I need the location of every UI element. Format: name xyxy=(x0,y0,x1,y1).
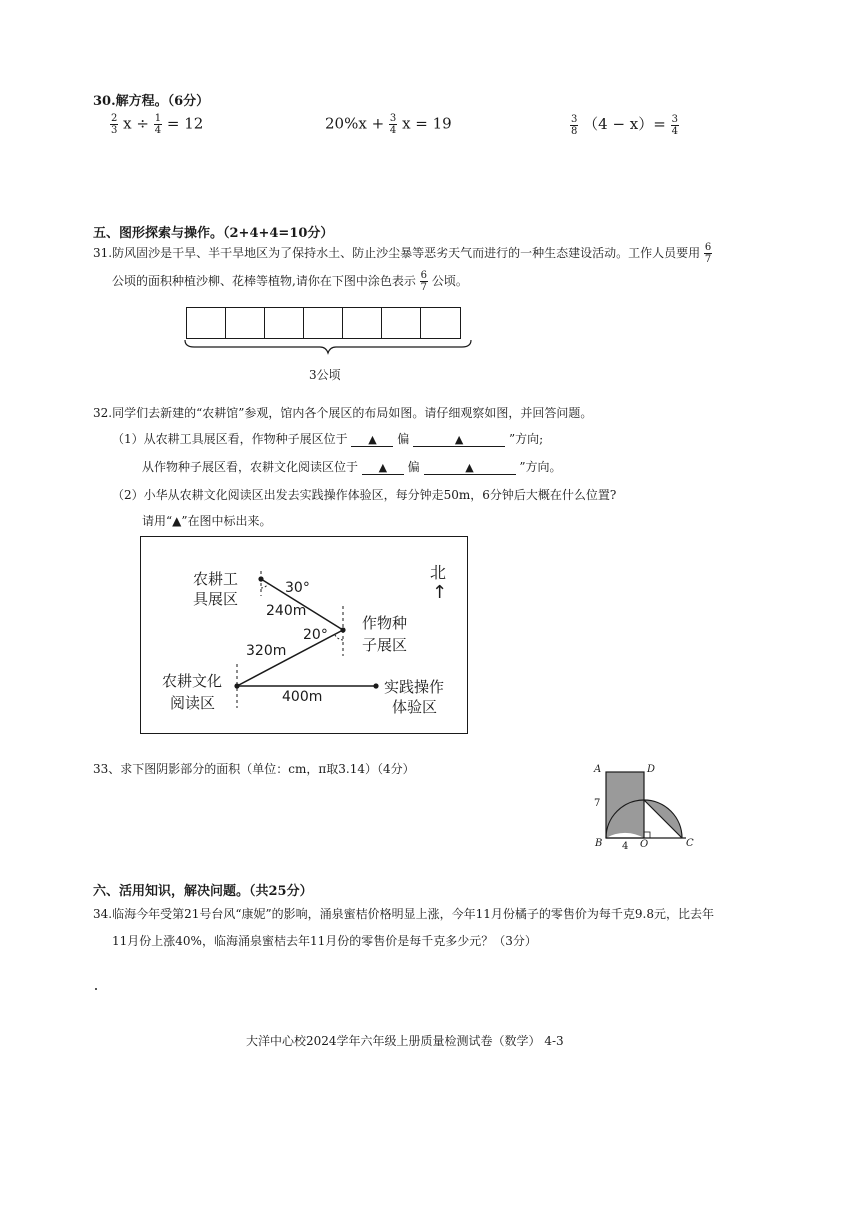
q31-strip-bar xyxy=(186,307,461,339)
map-north-label: 北 xyxy=(430,563,447,582)
fig-base-length: 4 xyxy=(622,841,629,852)
triangle-marker-icon: ▲ xyxy=(454,433,464,446)
eq3-frac-b-den: 4 xyxy=(671,125,678,137)
q31-line2a: 公顷的面积种植沙柳、花棒等植物,请你在下图中涂色表示 xyxy=(112,274,416,288)
map-tool-area-1: 农耕工 xyxy=(193,570,239,588)
eq1-rhs: = 12 xyxy=(166,114,204,133)
map-seed-area-2: 子展区 xyxy=(362,636,408,654)
section5-title: 五、图形探索与操作。（2+4+4=10分） xyxy=(93,226,334,241)
answer-blank-3[interactable] xyxy=(362,460,404,475)
eq1-frac-b-num: 1 xyxy=(154,113,162,124)
map-angle-30: 30° xyxy=(285,580,310,596)
map-distance-240: 240m xyxy=(266,603,307,619)
eq2-rhs: x = 19 xyxy=(402,114,452,133)
eq3-frac-a-num: 3 xyxy=(571,113,578,125)
map-reading-area-2: 阅读区 xyxy=(170,694,216,712)
strip-cell[interactable] xyxy=(187,308,226,338)
fig-side-length: 7 xyxy=(594,798,601,809)
q31-line1 xyxy=(93,242,712,265)
triangle-marker-icon: ▲ xyxy=(368,433,377,446)
q31-frac1-num: 6 xyxy=(704,242,712,253)
q31-frac2-num: 6 xyxy=(420,270,428,281)
fig-label-b: B xyxy=(595,838,603,849)
answer-blank-1[interactable] xyxy=(351,432,393,447)
q31-brace xyxy=(180,338,480,358)
eq2-frac-den: 4 xyxy=(389,125,397,136)
strip-cell[interactable] xyxy=(226,308,265,338)
triangle-marker-icon: ▲ xyxy=(465,461,474,474)
eq2-frac-num: 3 xyxy=(389,113,397,124)
triangle-marker-icon: ▲ xyxy=(378,461,388,474)
strip-cell[interactable] xyxy=(382,308,421,338)
q31-frac1-den: 7 xyxy=(704,254,712,265)
map-seed-area-1: 作物种 xyxy=(362,614,408,632)
q32-p1c: ”方向; xyxy=(508,432,544,446)
page-footer: 大洋中心校2024学年六年级上册质量检测试卷（数学） 4-3 xyxy=(246,1034,564,1048)
q32-p2c: ”方向。 xyxy=(519,460,562,474)
q31-line2 xyxy=(112,270,468,293)
q34-line1: 34.临海今年受第21号台风“康妮”的影响，涌泉蜜桔价格明显上涨，今年11月份橘子的零售价为每千克9.8元，比去年 xyxy=(93,907,714,921)
map-distance-400: 400m xyxy=(282,689,323,705)
fig-label-d: D xyxy=(647,764,656,775)
q31-frac2-den: 7 xyxy=(420,282,428,293)
section6-title: 六、活用知识，解决问题。（共25分） xyxy=(93,884,313,899)
map-distance-320: 320m xyxy=(246,643,287,659)
q32-part1-line1 xyxy=(112,430,543,447)
q32-p2b: 偏 xyxy=(407,460,420,474)
eq3-frac-a-den: 8 xyxy=(571,125,578,137)
q32-part2-instruction: 请用“▲”在图中标出来。 xyxy=(142,514,272,528)
strip-cell[interactable] xyxy=(421,308,460,338)
map-practice-area-1: 实践操作 xyxy=(384,678,445,696)
map-tool-area-2: 具展区 xyxy=(193,590,239,608)
strip-cell[interactable] xyxy=(304,308,343,338)
eq3-mid: （4 − x）= xyxy=(583,115,666,133)
eq1-frac-b-den: 4 xyxy=(154,125,162,136)
answer-blank-4[interactable] xyxy=(424,460,516,475)
q30-title: 30.解方程。（6分） xyxy=(93,94,210,109)
scan-speck xyxy=(95,988,97,990)
eq1-frac-a-num: 2 xyxy=(111,113,118,124)
strip-cell[interactable] xyxy=(265,308,304,338)
strip-cell[interactable] xyxy=(343,308,382,338)
q30-equation-3 xyxy=(570,113,679,137)
q32-intro: 32.同学们去新建的“农耕馆”参观，馆内各个展区的布局如图。请仔细观察如图，并回答问题。 xyxy=(93,406,593,420)
q31-line1-text: 31.防风固沙是干旱、半干旱地区为了保持水土、防止沙尘暴等恶劣天气而进行的一种生态建设活动。工作人员要用 xyxy=(93,246,701,260)
fig-label-a: A xyxy=(594,764,602,775)
q32-p1b: 偏 xyxy=(397,432,410,446)
eq1-frac-a-den: 3 xyxy=(111,125,118,136)
q30-equation-1 xyxy=(110,113,203,136)
q31-bar-label: 3公顷 xyxy=(309,368,341,382)
fig-label-o: O xyxy=(640,839,649,850)
q32-part1-line2 xyxy=(142,458,561,475)
q30-equation-2 xyxy=(325,113,452,136)
q32-p2a: 从作物种子展区看，农耕文化阅读区位于 xyxy=(142,460,359,474)
map-reading-area-1: 农耕文化 xyxy=(162,672,223,690)
eq1-mid: x ÷ xyxy=(123,114,149,133)
eq2-lead: 20%x + xyxy=(325,114,385,133)
map-angle-20: 20° xyxy=(303,627,328,643)
q32-part2: （2）小华从农耕文化阅读区出发去实践操作体验区，每分钟走50m，6分钟后大概在什么位置? xyxy=(112,488,617,502)
q31-line2b: 公顷。 xyxy=(431,274,468,288)
q32-p1a: （1）从农耕工具展区看，作物种子展区位于 xyxy=(112,432,348,446)
map-practice-area-2: 体验区 xyxy=(392,698,438,716)
q33-text: 33、求下图阴影部分的面积（单位：cm，π取3.14）（4分） xyxy=(93,762,415,776)
eq3-frac-b-num: 3 xyxy=(671,113,678,125)
north-arrow-icon: ↑ xyxy=(432,582,448,603)
answer-blank-2[interactable] xyxy=(413,432,505,447)
fig-label-c: C xyxy=(686,838,694,849)
q34-line2: 11月份上涨40%，临海涌泉蜜桔去年11月份的零售价是每千克多少元？（3分） xyxy=(112,934,537,948)
